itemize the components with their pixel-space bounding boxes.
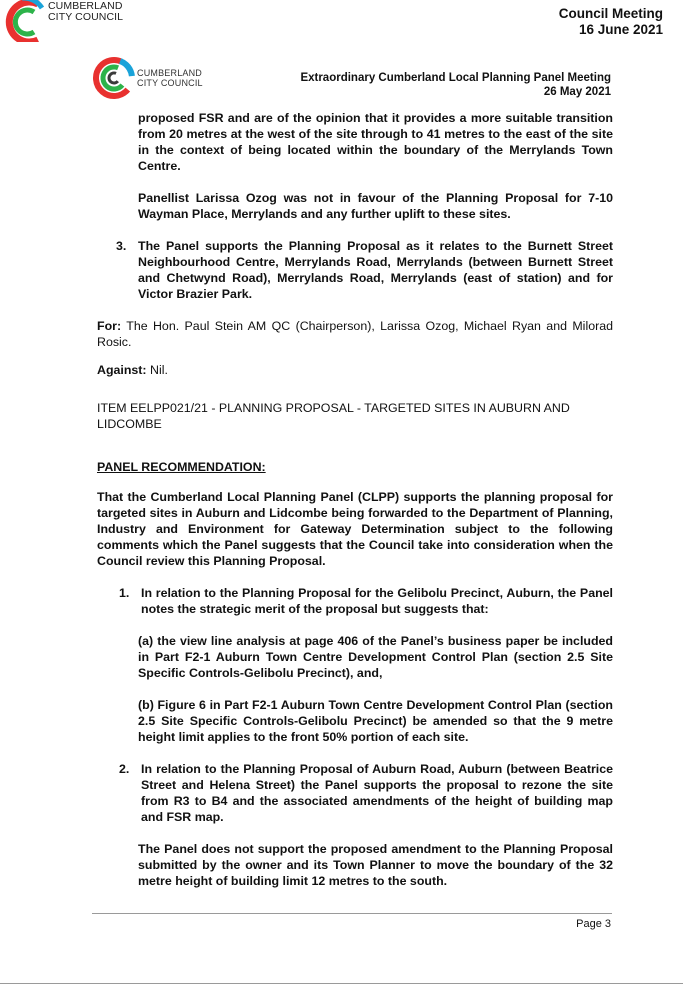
vote-against-label: Against: <box>97 363 147 377</box>
item-text: The Panel supports the Planning Proposal as it relates to the Burnett Street Neighbourhood Centre, Merrylands Road, Merrylands (between Burnett Street and Chetwynd Road), Merrylands Road, Merrylands (east of station) and for Victor Brazier Park. <box>138 239 613 301</box>
resolution-item-3 <box>97 238 613 302</box>
item-number: 2. <box>119 762 130 776</box>
vote-against-names: Nil. <box>146 363 168 377</box>
inner-meeting-date: 26 May 2021 <box>543 86 611 98</box>
item-number: 3. <box>116 239 127 253</box>
footer-divider <box>92 913 612 914</box>
minutes-body <box>97 110 613 889</box>
recommendation-item-2-note: The Panel does not support the proposed amendment to the Planning Proposal submitted by the owner and its Town Planner to move the boundary of the 32 metre height of building limit 12 metres to the south. <box>138 842 613 888</box>
inner-header-meeting <box>300 71 611 99</box>
inner-logo-line1: CUMBERLAND <box>137 68 203 78</box>
outer-logo-wordmark <box>48 1 123 23</box>
inner-logo-wordmark <box>137 68 203 88</box>
item-text: In relation to the Planning Proposal for the Gelibolu Precinct, Auburn, the Panel notes the strategic merit of the proposal but suggests that: <box>141 586 613 616</box>
recommendation-item-1b: (b) Figure 6 in Part F2-1 Auburn Town Centre Development Control Plan (section 2.5 Site Specific Controls-Gelibolu Precinct) be amended so that the 9 metre height limit applies to the front 50% portion of each site. <box>138 698 613 744</box>
item-text: In relation to the Planning Proposal of Auburn Road, Auburn (between Beatrice Street and Helena Street) the Panel supports the proposal to rezone the site from R3 to B4 and the associated amendments of the height of building map and FSR map. <box>141 762 613 824</box>
outer-council-logo <box>0 0 46 47</box>
item-title: ITEM EELPP021/21 - PLANNING PROPOSAL - TARGETED SITES IN AUBURN AND LIDCOMBE <box>97 401 570 431</box>
vote-for <box>97 318 613 350</box>
outer-meeting-date: 16 June 2021 <box>578 22 663 37</box>
outer-logo-line2: CITY COUNCIL <box>48 11 124 23</box>
recommendation-item-1 <box>97 585 613 617</box>
vote-against <box>97 362 613 378</box>
outer-header-meeting <box>559 6 663 38</box>
inner-council-logo <box>92 56 136 105</box>
outer-meeting-title: Council Meeting <box>558 6 663 21</box>
panel-recommendation-heading: PANEL RECOMMENDATION: <box>97 460 266 474</box>
page-number: Page 3 <box>576 918 611 930</box>
item-number: 1. <box>119 586 130 600</box>
outer-logo-line1: CUMBERLAND <box>48 0 123 12</box>
vote-for-names: The Hon. Paul Stein AM QC (Chairperson), Larissa Ozog, Michael Ryan and Milorad Rosic. <box>97 319 613 349</box>
recommendation-item-1a: (a) the view line analysis at page 406 of the Panel’s business paper be included in Part F2-1 Auburn Town Centre Development Control Plan (section 2.5 Site Specific Controls-Gelibolu Precinct), and, <box>138 634 613 680</box>
vote-for-label: For: <box>97 319 122 333</box>
outer-footer-divider <box>0 983 683 984</box>
council-logo-icon <box>0 0 46 42</box>
council-logo-icon <box>92 56 136 100</box>
inner-meeting-title: Extraordinary Cumberland Local Planning Panel Meeting <box>300 72 611 84</box>
dissent-paragraph: Panellist Larissa Ozog was not in favour of the Planning Proposal for 7-10 Wayman Place, Merrylands and any further uplift to these sites. <box>138 191 613 221</box>
recommendation-paragraph: That the Cumberland Local Planning Panel (CLPP) supports the planning proposal for targeted sites in Auburn and Lidcombe being forwarded to the Department of Planning, Industry and Environment for Gateway Determination subject to the following comments which the Panel suggests that the Council take into consideration when the Council review this Planning Proposal. <box>97 490 613 568</box>
continued-paragraph: proposed FSR and are of the opinion that it provides a more suitable transition from 20 metres at the west of the site through to 41 metres to the east of the site in the context of being located within the boundary of the Merrylands Town Centre. <box>138 111 613 173</box>
recommendation-item-2 <box>97 761 613 825</box>
inner-logo-line2: CITY COUNCIL <box>137 78 203 88</box>
